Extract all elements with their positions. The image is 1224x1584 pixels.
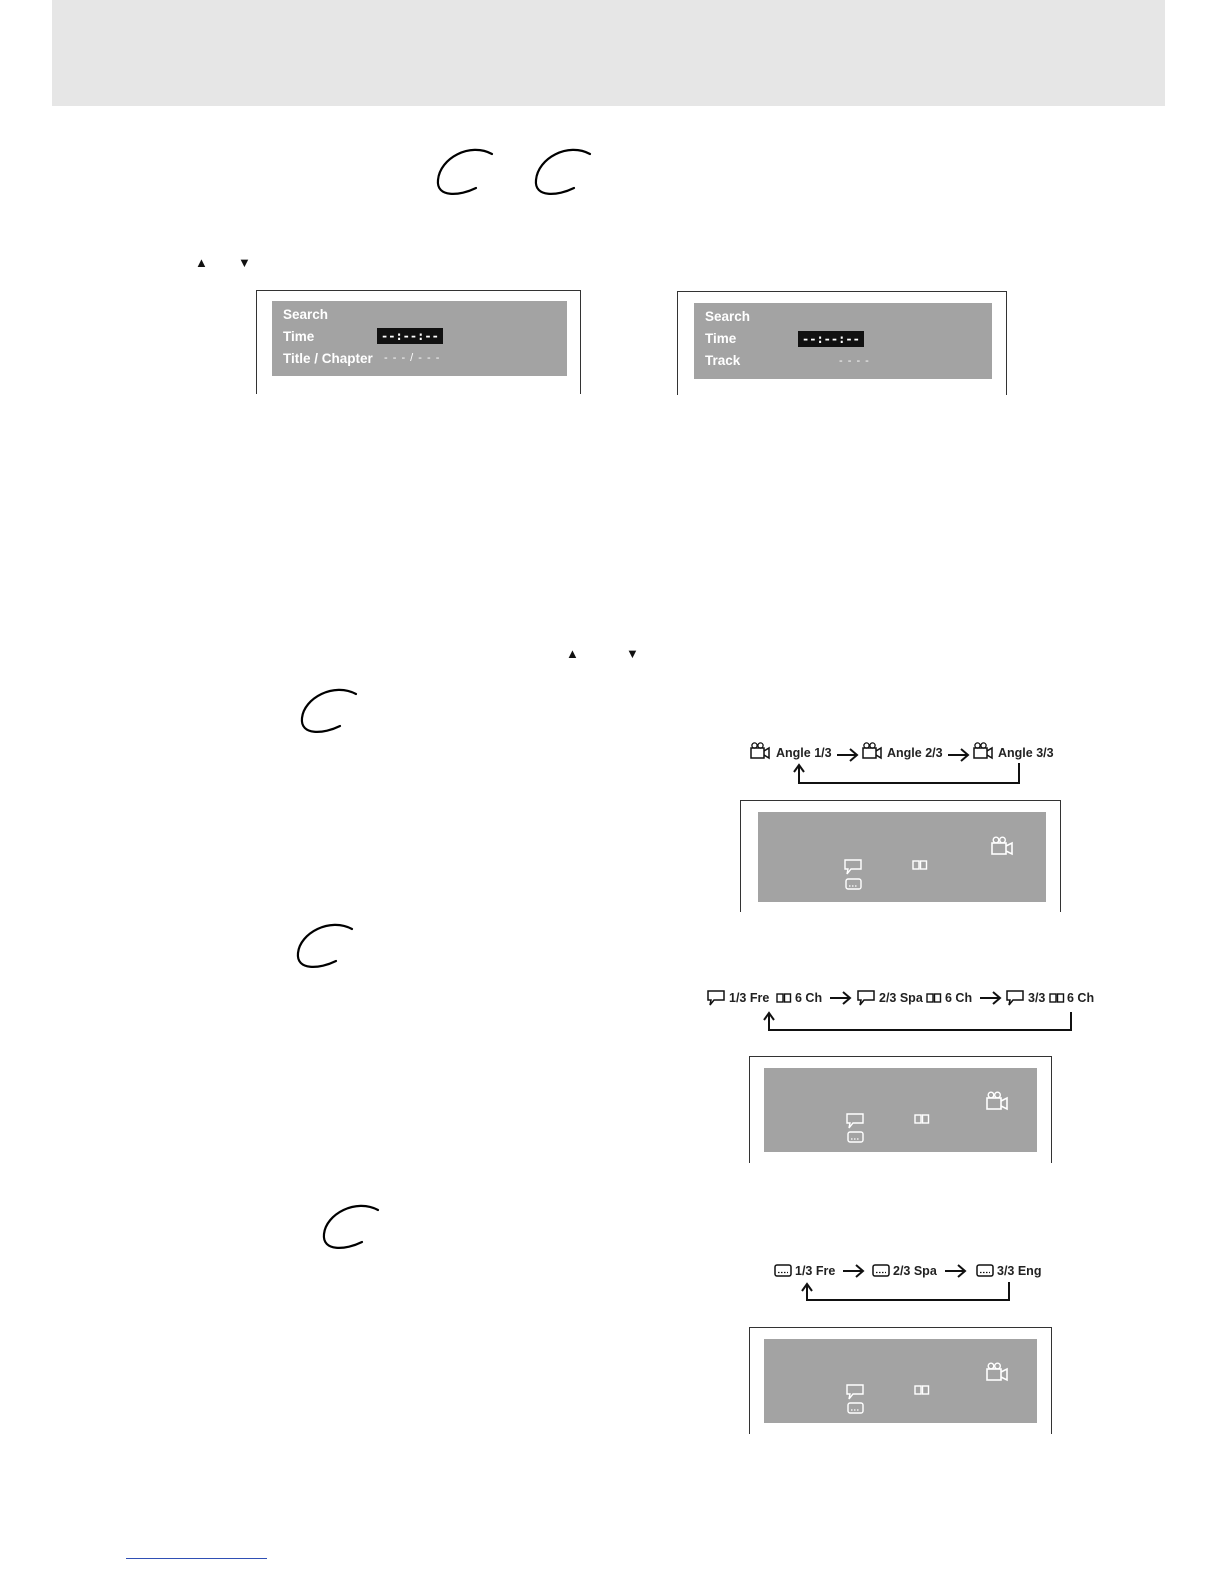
audio-osd-panel xyxy=(764,1068,1037,1152)
time-label: Time xyxy=(705,331,737,346)
loop-back-arrow xyxy=(790,762,1030,788)
audio-option-2-lang: 2/3 Spa xyxy=(879,991,923,1005)
speech-bubble-icon xyxy=(707,990,725,1006)
subtitle-option-2: 2/3 Spa xyxy=(893,1264,937,1278)
down-arrow-icon: ▼ xyxy=(238,255,251,270)
audio-option-2-channels: 6 Ch xyxy=(945,991,973,1005)
subtitle-osd-panel xyxy=(764,1339,1037,1423)
subtitle-icon xyxy=(976,1264,995,1277)
handwritten-mark-audio xyxy=(288,915,368,975)
speech-bubble-icon xyxy=(844,859,862,875)
audio-option-1-lang: 1/3 Fre xyxy=(729,991,770,1005)
subtitle-icon xyxy=(847,1131,865,1143)
header-band xyxy=(52,0,1165,106)
loop-back-arrow xyxy=(798,1280,1014,1304)
subtitle-icon xyxy=(774,1264,793,1277)
dolby-icon xyxy=(1049,993,1065,1003)
speech-bubble-icon xyxy=(857,990,875,1006)
title-chapter-value[interactable]: - - - / - - - xyxy=(384,352,441,364)
time-input[interactable]: --:--:-- xyxy=(798,331,864,347)
track-value[interactable]: - - - - xyxy=(839,355,870,367)
dolby-icon xyxy=(776,993,792,1003)
audio-osd-screen xyxy=(749,1056,1052,1163)
speech-bubble-icon xyxy=(846,1384,864,1400)
subtitle-osd-screen xyxy=(749,1327,1052,1434)
cd-search-panel xyxy=(694,303,992,379)
camera-icon xyxy=(991,836,1013,856)
right-arrow-icon xyxy=(947,748,971,762)
right-arrow-icon xyxy=(836,748,860,762)
up-arrow-icon: ▲ xyxy=(195,255,208,270)
time-label: Time xyxy=(283,329,315,344)
up-arrow-icon: ▲ xyxy=(566,646,579,661)
loop-back-arrow xyxy=(760,1010,1076,1034)
camera-icon xyxy=(986,1362,1008,1382)
dvd-search-panel xyxy=(272,301,567,376)
angle-option-1: Angle 1/3 xyxy=(776,746,832,760)
subtitle-option-3: 3/3 Eng xyxy=(997,1264,1042,1278)
angle-option-3: Angle 3/3 xyxy=(998,746,1054,760)
audio-option-3-lang: 3/3 xyxy=(1028,991,1046,1005)
right-arrow-icon xyxy=(829,991,853,1005)
camera-icon xyxy=(973,742,993,760)
camera-icon xyxy=(986,1091,1008,1111)
camera-icon xyxy=(862,742,882,760)
dolby-icon xyxy=(912,860,928,870)
angle-osd-screen xyxy=(740,800,1061,912)
dolby-icon xyxy=(914,1385,930,1395)
subtitle-option-1: 1/3 Fre xyxy=(795,1264,836,1278)
handwritten-mark-subtitle xyxy=(314,1196,394,1256)
title-chapter-label: Title / Chapter xyxy=(283,351,373,366)
subtitle-icon xyxy=(872,1264,891,1277)
speech-bubble-icon xyxy=(1006,990,1024,1006)
audio-option-1-channels: 6 Ch xyxy=(795,991,823,1005)
track-label: Track xyxy=(705,353,741,368)
dolby-icon xyxy=(926,993,942,1003)
footer-link-underline[interactable] xyxy=(126,1558,267,1559)
handwritten-mark-angle xyxy=(292,680,372,740)
right-arrow-icon xyxy=(944,1264,968,1278)
camera-icon xyxy=(750,742,770,760)
subtitle-icon xyxy=(845,878,863,890)
search-heading: Search xyxy=(705,309,751,324)
dolby-icon xyxy=(914,1114,930,1124)
down-arrow-icon: ▼ xyxy=(626,646,639,661)
dvd-search-screen xyxy=(256,290,581,394)
angle-osd-panel xyxy=(758,812,1046,902)
audio-option-3-channels: 6 Ch xyxy=(1067,991,1095,1005)
right-arrow-icon xyxy=(979,991,1003,1005)
angle-option-2: Angle 2/3 xyxy=(887,746,943,760)
handwritten-marks-top xyxy=(430,140,610,210)
right-arrow-icon xyxy=(842,1264,866,1278)
time-input[interactable]: --:--:-- xyxy=(377,328,443,344)
search-heading: Search xyxy=(283,307,329,322)
subtitle-icon xyxy=(847,1402,865,1414)
cd-search-screen xyxy=(677,291,1007,395)
speech-bubble-icon xyxy=(846,1113,864,1129)
